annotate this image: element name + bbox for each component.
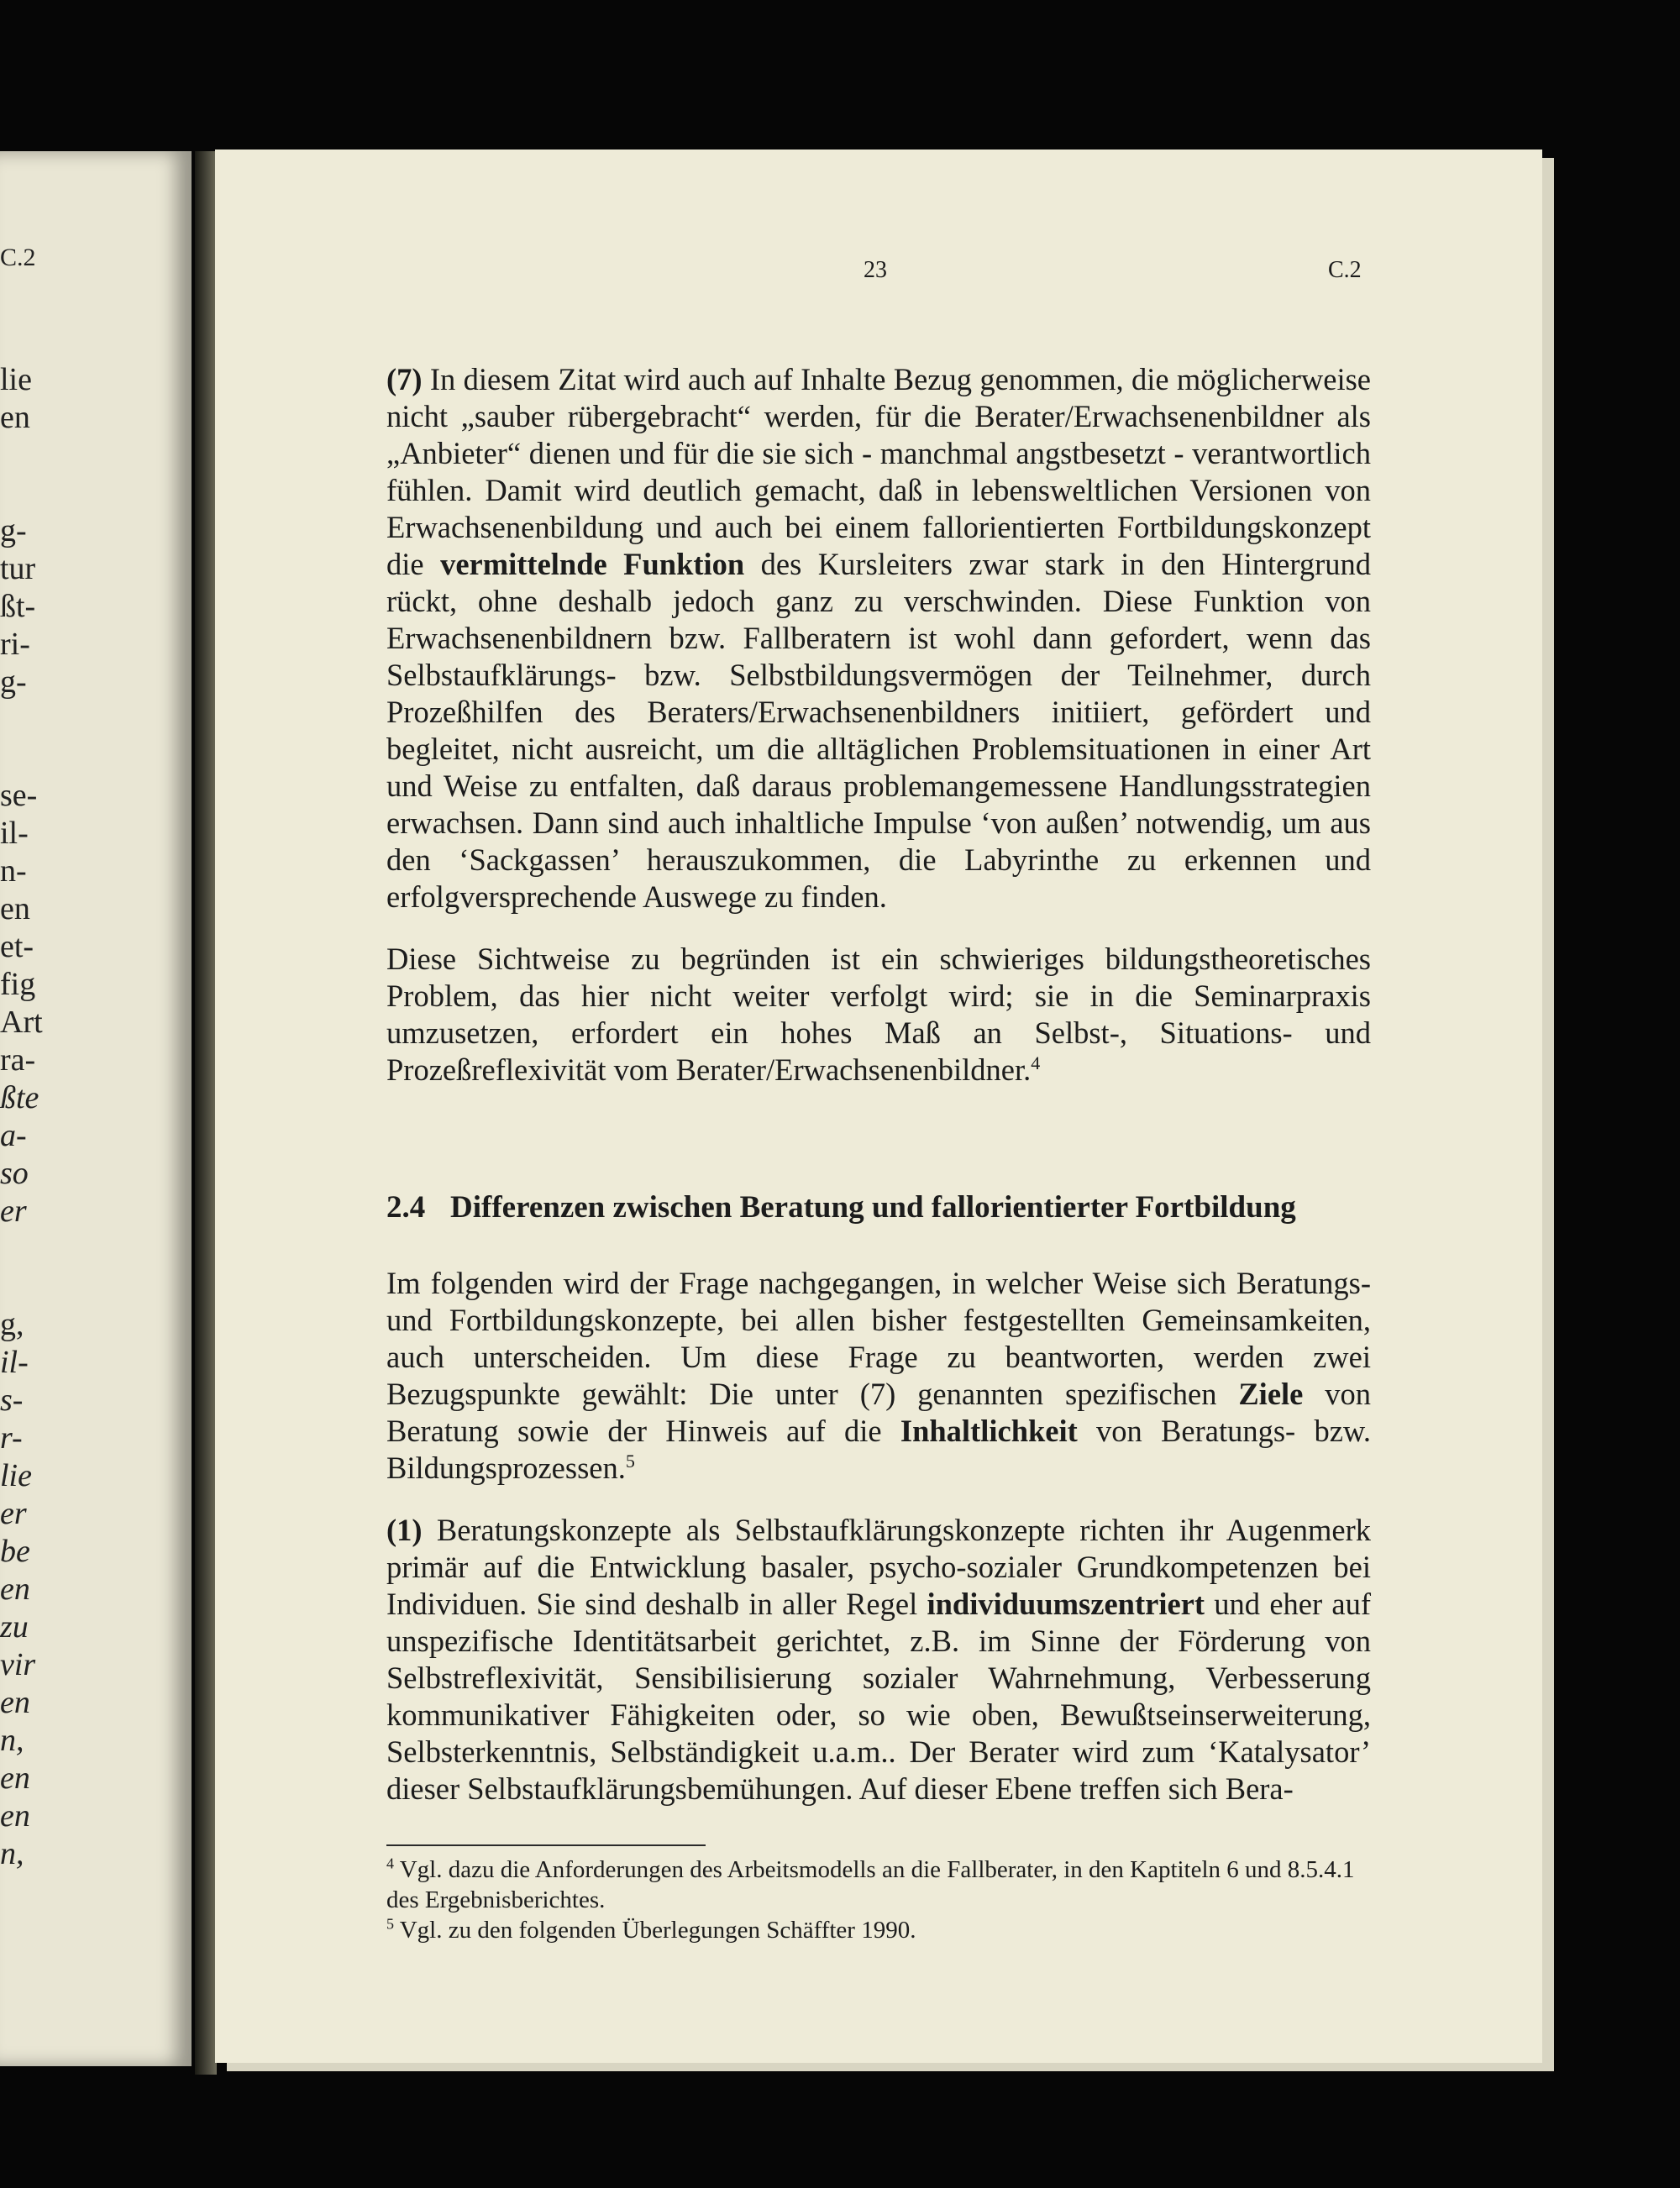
- section-heading: [386, 1189, 1371, 1226]
- left-page-fragment: il-: [0, 1345, 29, 1380]
- paragraph-label: (7): [386, 362, 423, 396]
- paragraph-label: (1): [386, 1513, 423, 1547]
- section-number: 2.4: [386, 1190, 426, 1225]
- section-title: Differenzen zwischen Beratung und fallorientierter Fortbildung: [450, 1190, 1296, 1225]
- emphasis: individuumszentriert: [927, 1587, 1205, 1621]
- left-page-fragment: en: [0, 1571, 30, 1607]
- left-page-fragment: en: [0, 891, 30, 926]
- left-page-fragment: et-: [0, 929, 34, 964]
- left-page-fragment: en: [0, 1798, 30, 1834]
- left-page-fragment: so: [0, 1156, 29, 1191]
- left-page-fragment: g-: [0, 664, 27, 700]
- left-page-fragment: vir: [0, 1647, 36, 1682]
- left-page-fragment: ri-: [0, 627, 30, 662]
- left-page-fragment: n,: [0, 1836, 24, 1871]
- body-text: [386, 361, 1371, 1808]
- left-page-fragment: [0, 1268, 185, 1306]
- left-page-fragment: [0, 437, 185, 475]
- left-page-fragment: s-: [0, 1383, 24, 1418]
- left-page: [0, 151, 192, 2066]
- left-page-fragment: en: [0, 400, 30, 435]
- left-page-fragment: lie: [0, 362, 32, 397]
- left-page-fragment: be: [0, 1534, 30, 1569]
- left-page-fragment: g,: [0, 1307, 24, 1342]
- left-page-fragment: ßte: [0, 1080, 39, 1115]
- left-page-fragment: ßt-: [0, 589, 36, 624]
- book-spine: [195, 151, 217, 2075]
- left-page-fragment: r-: [0, 1420, 23, 1456]
- left-page-fragment: a-: [0, 1118, 27, 1153]
- left-page-fragment: er: [0, 1496, 27, 1531]
- paragraph-1: (1) Beratungskonzepte als Selbstaufklärungskonzepte richten ihr Augenmerk primär auf die Entwicklung basaler, psycho-sozialer Grundkompetenzen bei Individuen. Sie sind deshalb in aller Regel individuumszentriert und eher auf unspezifische Identitätsarbeit gerichtet, z.B. im Sinne der Förderung von Selbstreflexivität, Sensibilisierung sozialer Wahrnehmung, Verbesserung kommunikativer Fähigkeiten oder, so wie oben, Bewußtseinserweiterung, Selbsterkenntnis, Selbständigkeit u.a.m.. Der Berater wird zum ‘Katalysator’ dieser Selbstaufklärungsbemühungen. Auf dieser Ebene treffen sich Bera-: [386, 1513, 1371, 1806]
- left-page-fragment: n-: [0, 853, 27, 889]
- paragraph-7: (7) In diesem Zitat wird auch auf Inhalte Bezug genommen, die möglicherweise nicht „sauber rübergebracht“ werden, für die Berater/Erwachsenenbildner als „Anbieter“ dienen und für die sie sich - manchmal angstbesetzt - verantwortlich fühlen. Damit wird deutlich gemacht, daß in lebensweltlichen Versionen von Erwachsenenbildung und auch bei einem fallorientierten Fortbildungskonzept die vermittelnde Funktion des Kursleiters zwar stark in den Hintergrund rückt, ohne deshalb jedoch ganz zu verschwinden. Diese Funktion von Erwachsenenbildnern bzw. Fallberatern ist wohl dann gefordert, wenn das Selbstaufklärungs- bzw. Selbstbildungsvermögen der Teilnehmer, durch Prozeßhilfen des Beraters/Erwachsenenbildners initiiert, gefördert und begleitet, nicht ausreicht, um die alltäglichen Problemsituationen in einer Art und Weise zu entfalten, daß daraus problemangemessene Handlungsstrategien erwachsen. Dann sind auch inhaltliche Impulse ‘von außen’ notwendig, um aus den ‘Sackgassen’ herauszukommen, die Labyrinthe zu erkennen und erfolgversprechende Auswege zu finden.: [386, 362, 1371, 914]
- left-page-text-fragments: [0, 361, 185, 1873]
- left-page-fragment: en: [0, 1760, 30, 1796]
- emphasis: vermittelnde Funktion: [440, 547, 745, 581]
- right-page: [215, 150, 1542, 2063]
- left-page-fragment: en: [0, 1685, 30, 1720]
- footnote-ref-4: 4: [1031, 1052, 1041, 1073]
- emphasis: Ziele: [1238, 1377, 1304, 1411]
- footnote-divider: [386, 1844, 706, 1846]
- left-page-fragment: fig: [0, 967, 36, 1002]
- left-page-fragment: Art: [0, 1005, 43, 1040]
- page-number: 23: [864, 257, 887, 283]
- footnotes: [386, 1855, 1371, 1945]
- left-page-header: C.2: [0, 244, 36, 271]
- footnote-4: $^4$ Vgl. dazu die Anforderungen des Arbeitsmodells an die Fallberater, in den Kaptiteln 6 und 8.5.4.1 des Ergebnisberichtes.: [386, 1855, 1355, 1913]
- emphasis: Inhaltlichkeit: [900, 1414, 1078, 1448]
- left-page-fragment: zu: [0, 1609, 29, 1645]
- left-page-fragment: ra-: [0, 1042, 36, 1078]
- left-page-fragment: [0, 1230, 185, 1268]
- left-page-fragment: er: [0, 1194, 27, 1229]
- left-page-fragment: se-: [0, 778, 38, 813]
- paragraph-sichtweise: Diese Sichtweise zu begründen ist ein schwieriges bildungstheoretisches Problem, das hier nicht weiter verfolgt wird; sie in die Seminarpraxis umzusetzen, erfordert ein hohes Maß an Selbst-, Situations- und Prozeßreflexivität vom Berater/Erwachsenenbildner.$^4$: [386, 942, 1371, 1087]
- left-page-fragment: tur: [0, 551, 36, 586]
- left-page-fragment: [0, 739, 185, 777]
- left-page-fragment: g-: [0, 513, 27, 548]
- section-reference: C.2: [1328, 257, 1362, 283]
- footnote-ref-5: 5: [625, 1450, 635, 1472]
- left-page-fragment: n,: [0, 1723, 24, 1758]
- left-page-fragment: il-: [0, 816, 29, 851]
- left-page-fragment: [0, 701, 185, 739]
- left-page-fragment: lie: [0, 1458, 32, 1493]
- left-page-fragment: [0, 475, 185, 512]
- page-header: [215, 257, 1542, 291]
- paragraph-differenzen: Im folgenden wird der Frage nachgegangen, in welcher Weise sich Beratungs- und Fortbildungskonzepte, bei allen bisher festgestellten Gemeinsamkeiten, auch unterscheiden. Um diese Frage zu beantworten, werden zwei Bezugspunkte gewählt: Die unter (7) genannten spezifischen Ziele von Beratung sowie der Hinweis auf die Inhaltlichkeit von Beratungs- bzw. Bildungsprozessen.$^5$: [386, 1266, 1372, 1485]
- footnote-5: $^5$ Vgl. zu den folgenden Überlegungen Schäffter 1990.: [386, 1915, 916, 1944]
